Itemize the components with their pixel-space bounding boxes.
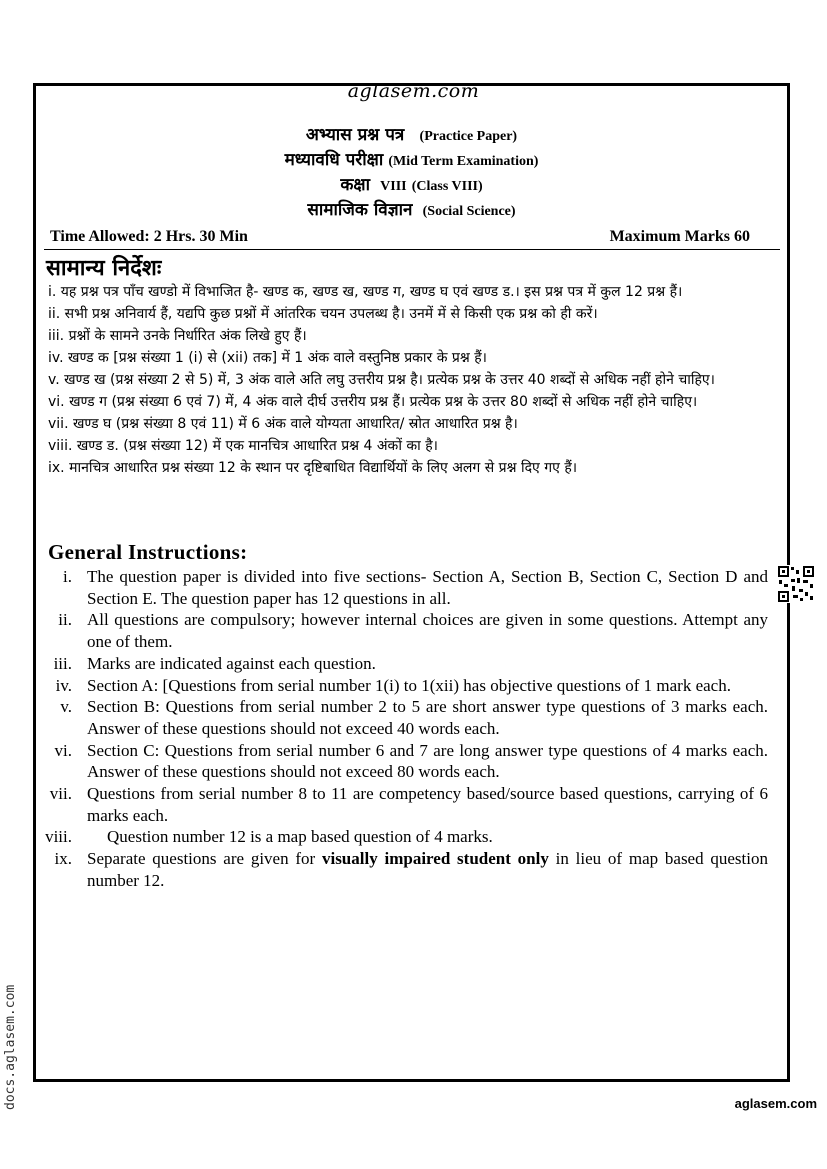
- general-instruction-item: ii. All questions are compulsory; however internal choices are given in some questions. Attempt any one of them.: [58, 610, 768, 652]
- title-line-class: कक्षा VIII (Class VIII): [340, 175, 483, 195]
- hindi-instructions-heading: सामान्य निर्देशः: [46, 256, 162, 281]
- general-instructions-list: [40, 566, 770, 892]
- hindi-instruction-item: v. खण्ड ख (प्रश्न संख्या 2 से 5) में, 3 अंक वाले अति लघु उत्तरीय प्रश्न है। प्रत्येक प्रश्न के उत्तर 40 शब्दों से अधिक नहीं होने चाहिए।: [48, 372, 715, 388]
- general-instruction-item: iii. Marks are indicated against each question.: [53, 653, 376, 673]
- hindi-instruction-item: vi. खण्ड ग (प्रश्न संख्या 6 एवं 7) में, 4 अंक वाले दीर्घ उत्तरीय प्रश्न हैं। प्रत्येक प्रश्न के उत्तर 80 शब्दों से अधिक नहीं होने चाहिए।: [48, 394, 698, 410]
- divider: [44, 249, 780, 250]
- hindi-instruction-item: ii. सभी प्रश्न अनिवार्य हैं, यद्यपि कुछ प्रश्नों में आंतरिक चयन उपलब्ध है। उनमें में से किसी एक प्रश्न को ही करें।: [48, 306, 598, 322]
- hindi-instruction-item: i. यह प्रश्न पत्र पाँच खण्डो में विभाजित है- खण्ड क, खण्ड ख, खण्ड ग, खण्ड घ एवं खण्ड ड.। इस प्रश्न पत्र में कुल 12 प्रश्न हैं।: [48, 284, 683, 300]
- bottom-watermark: aglasem.com: [734, 1096, 817, 1111]
- general-instructions-heading: General Instructions:: [48, 540, 248, 564]
- general-instruction-item: v. Section B: Questions from serial number 2 to 5 are short answer type questions of 3 marks each. Answer of these questions should not exceed 40 words each.: [60, 697, 768, 738]
- top-watermark: aglasem.com: [347, 80, 480, 102]
- general-instruction-item: vii. Questions from serial number 8 to 11 are competency based/source based questions, carrying of 6 marks each.: [49, 784, 768, 825]
- general-instruction-item: iv. Section A: [Questions from serial number 1(i) to 1(xii) has objective questions of 1 mark each.: [55, 675, 731, 695]
- hindi-instruction-item: ix. मानचित्र आधारित प्रश्न संख्या 12 के स्थान पर दृष्टिबाधित विद्यार्थियों के लिए अलग से प्रश्न दिए गए हैं।: [48, 460, 578, 476]
- title-line-exam: मध्यावधि परीक्षा (Mid Term Examination): [284, 150, 539, 170]
- title-line-subject: सामाजिक विज्ञान (Social Science): [307, 200, 516, 220]
- hindi-instructions-list: [48, 281, 776, 479]
- hindi-instruction-item: iv. खण्ड क [प्रश्न संख्या 1 (i) से (xii) तक] में 1 अंक वाले वस्तुनिष्ठ प्रकार के प्रश्न हैं।: [48, 350, 487, 366]
- qr-code-icon: [777, 565, 815, 603]
- hindi-instruction-item: vii. खण्ड घ (प्रश्न संख्या 8 एवं 11) में 6 अंक वाले योग्यता आधारित/ स्रोत आधारित प्रश्न है।: [48, 416, 518, 432]
- exam-meta-row: [50, 228, 750, 248]
- side-watermark: docs.aglasem.com: [3, 984, 18, 1110]
- general-instruction-item: i. The question paper is divided into five sections- Section A, Section B, Section C, Section D and Section E. The question paper has 12 questions in all.: [63, 567, 768, 608]
- time-allowed: Time Allowed: 2 Hrs. 30 Min: [50, 228, 248, 245]
- emphasis-text: visually impaired student only: [321, 849, 549, 869]
- general-instruction-item: viii. Question number 12 is a map based question of 4 marks.: [45, 827, 493, 847]
- title-block: [33, 122, 790, 222]
- maximum-marks: Maximum Marks 60: [609, 228, 750, 245]
- general-instruction-item: ix. Separate questions are given for visually impaired student only in lieu of map based question number 12.: [54, 849, 768, 890]
- title-line-practice-paper: अभ्यास प्रश्न पत्र (Practice Paper): [305, 125, 518, 145]
- hindi-instruction-item: iii. प्रश्नों के सामने उनके निर्धारित अंक लिखे हुए हैं।: [48, 328, 307, 344]
- hindi-instruction-item: viii. खण्ड ड. (प्रश्न संख्या 12) में एक मानचित्र आधारित प्रश्न 4 अंकों का है।: [48, 438, 438, 454]
- general-instruction-item: vi. Section C: Questions from serial number 6 and 7 are long answer type questions of 4 marks each. Answer of these questions should not exceed 80 words each.: [54, 740, 768, 782]
